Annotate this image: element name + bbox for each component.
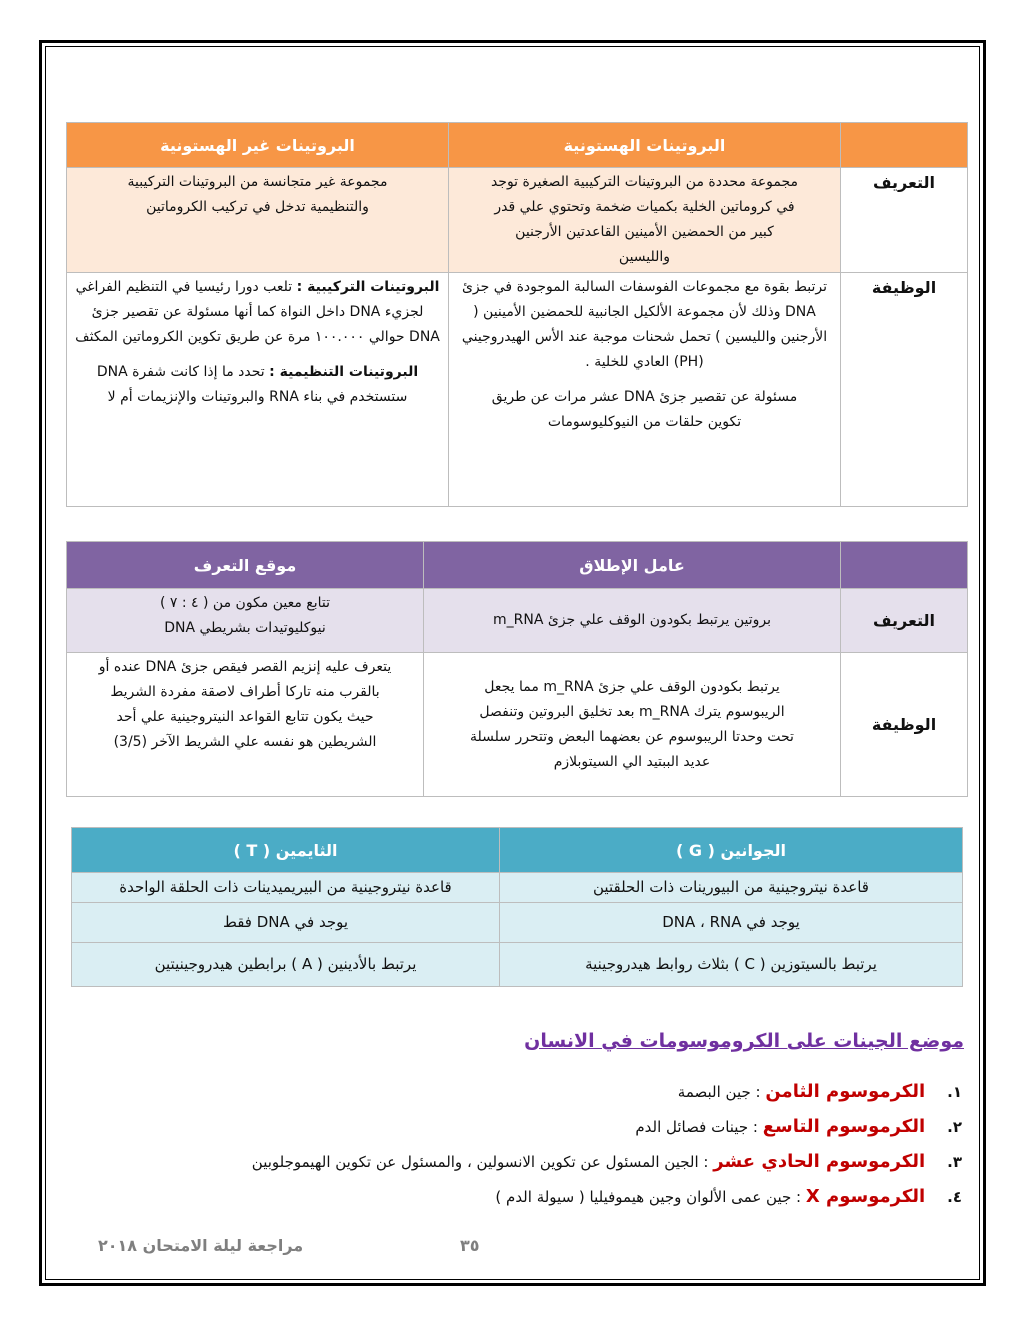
recognition-site-header: موقع التعرف [67, 542, 424, 589]
structural-proteins-text: تلعب دورا رئيسيا في التنظيم الفراغي لجزيء DNA داخل النواة كما أنها مسئولة عن تقصير جزئ DNA حوالي ١٠٠.٠٠٠ مرة عن طريق تكوين الكروماتين المكثف [75, 279, 440, 345]
gene-description: : جين البصمة [677, 1083, 761, 1101]
structural-proteins-paragraph [75, 275, 440, 350]
genes-list [82, 1074, 962, 1214]
genes-heading: موضع الجينات على الكروموسومات في الانسان [524, 1030, 964, 1052]
list-item [82, 1109, 962, 1144]
recognition-site-definition: تتابع معين مكون من ( ٤ : ٧ ) نيوكليوتيدات بشريطي DNA [67, 589, 424, 653]
thymine-row-3: يرتبط بالأدينين ( A ) برابطين هيدروجينيتين [72, 943, 500, 987]
release-factor-definition: بروتين يرتبط بكودون الوقف علي جزئ m_RNA [424, 589, 841, 653]
list-item [82, 1144, 962, 1179]
regulatory-proteins-text: تحدد ما إذا كانت شفرة DNA ستستخدم في بناء RNA والبروتينات والإنزيمات أم لا [96, 364, 408, 405]
definition-label: التعريف [841, 168, 968, 273]
footer-title: مراجعة ليلة الامتحان ٢٠١٨ [98, 1236, 304, 1255]
thymine-header: الثايمين ( T ) [72, 828, 500, 873]
regulatory-proteins-paragraph [75, 360, 440, 410]
thymine-row-1: قاعدة نيتروجينية من البيريميدينات ذات الحلقة الواحدة [72, 873, 500, 903]
list-item [82, 1074, 962, 1109]
histone-function-shortening: مسئولة عن تقصير جزئ DNA عشر مرات عن طريق تكوين حلقات من النيوكليوسومات [491, 389, 798, 430]
gene-description: : جينات فصائل الدم [635, 1118, 758, 1136]
function-label: الوظيفة [841, 273, 968, 507]
page-number: ٣٥ [460, 1236, 480, 1255]
chromosome-name: الكرموسوم الحادي عشر [713, 1151, 926, 1172]
table2-corner-header [841, 542, 968, 589]
bases-table [71, 827, 963, 987]
chromosome-name: الكرموسوم الثامن [765, 1081, 926, 1102]
guanine-row-1: قاعدة نيتروجينية من البيورينات ذات الحلقتين [500, 873, 963, 903]
nonhistone-definition: مجموعة غير متجانسة من البروتينات التركيبية والتنظيمية تدخل في تركيب الكروماتين [67, 168, 449, 273]
histone-function-binding: ترتبط بقوة مع مجموعات الفوسفات السالبة الموجودة في جزئ DNA وذلك لأن مجموعة الألكيل الجانبية للحمضين الأمينين ( الأرجنين والليسين ) تحمل شحنات موجبة عند الأس الهيدروجيني (PH) العادي للخلية . [461, 279, 828, 370]
guanine-row-3: يرتبط بالسيتوزين ( C ) بثلاث روابط هيدروجينية [500, 943, 963, 987]
list-item-number: ٢. [947, 1118, 962, 1136]
chromosome-name: الكرموسوم التاسع [762, 1116, 926, 1137]
regulatory-proteins-title: البروتينات التنظيمية : [269, 364, 419, 380]
release-factor-header: عامل الإطلاق [424, 542, 841, 589]
table1-corner-header [841, 123, 968, 168]
release-factor-table [66, 541, 968, 797]
guanine-header: الجوانين ( G ) [500, 828, 963, 873]
gene-description: : الجين المسئول عن تكوين الانسولين ، والمسئول عن تكوين الهيموجلوبين [251, 1153, 709, 1171]
nonhistone-header: البروتينات غير الهستونية [67, 123, 449, 168]
recognition-site-function: يتعرف عليه إنزيم القصر فيقص جزئ DNA عنده أو بالقرب منه تاركا أطراف لاصقة مفردة الشريط حيث يكون تتابع القواعد النيتروجينية علي أحد الشريطين هو نفسه علي الشريط الآخر (3/5) [67, 653, 424, 797]
release-factor-function: يرتبط بكودون الوقف علي جزئ m_RNA مما يجعل الريبوسوم يترك m_RNA بعد تخليق البروتين وتنفصل تحت وحدتا الريبوسوم عن بعضهما البعض وتتحرر سلسلة عديد الببتيد الي السيتوبلازم [424, 653, 841, 797]
histone-function [449, 273, 841, 507]
list-item-number: ٣. [947, 1153, 962, 1171]
structural-proteins-title: البروتينات التركيبية : [296, 279, 440, 295]
gene-description: : جين عمى الألوان وجين هيموفيليا ( سيولة الدم ) [495, 1188, 802, 1206]
definition-label-2: التعريف [841, 589, 968, 653]
nonhistone-function [67, 273, 449, 507]
list-item [82, 1179, 962, 1214]
thymine-row-2: يوجد في DNA فقط [72, 903, 500, 943]
chromosome-name: الكرموسوم X [805, 1186, 926, 1207]
list-item-number: ١. [947, 1083, 962, 1101]
guanine-row-2: يوجد في DNA ، RNA [500, 903, 963, 943]
histone-header: البروتينات الهستونية [449, 123, 841, 168]
function-label-2: الوظيفة [841, 653, 968, 797]
list-item-number: ٤. [947, 1188, 962, 1206]
histone-definition: مجموعة محددة من البروتينات التركيبية الصغيرة توجد في كروماتين الخلية بكميات ضخمة وتحتوي علي قدر كبير من الحمضين الأمينين القاعدتين الأرجنين والليسين [449, 168, 841, 273]
histone-proteins-table [66, 122, 968, 507]
